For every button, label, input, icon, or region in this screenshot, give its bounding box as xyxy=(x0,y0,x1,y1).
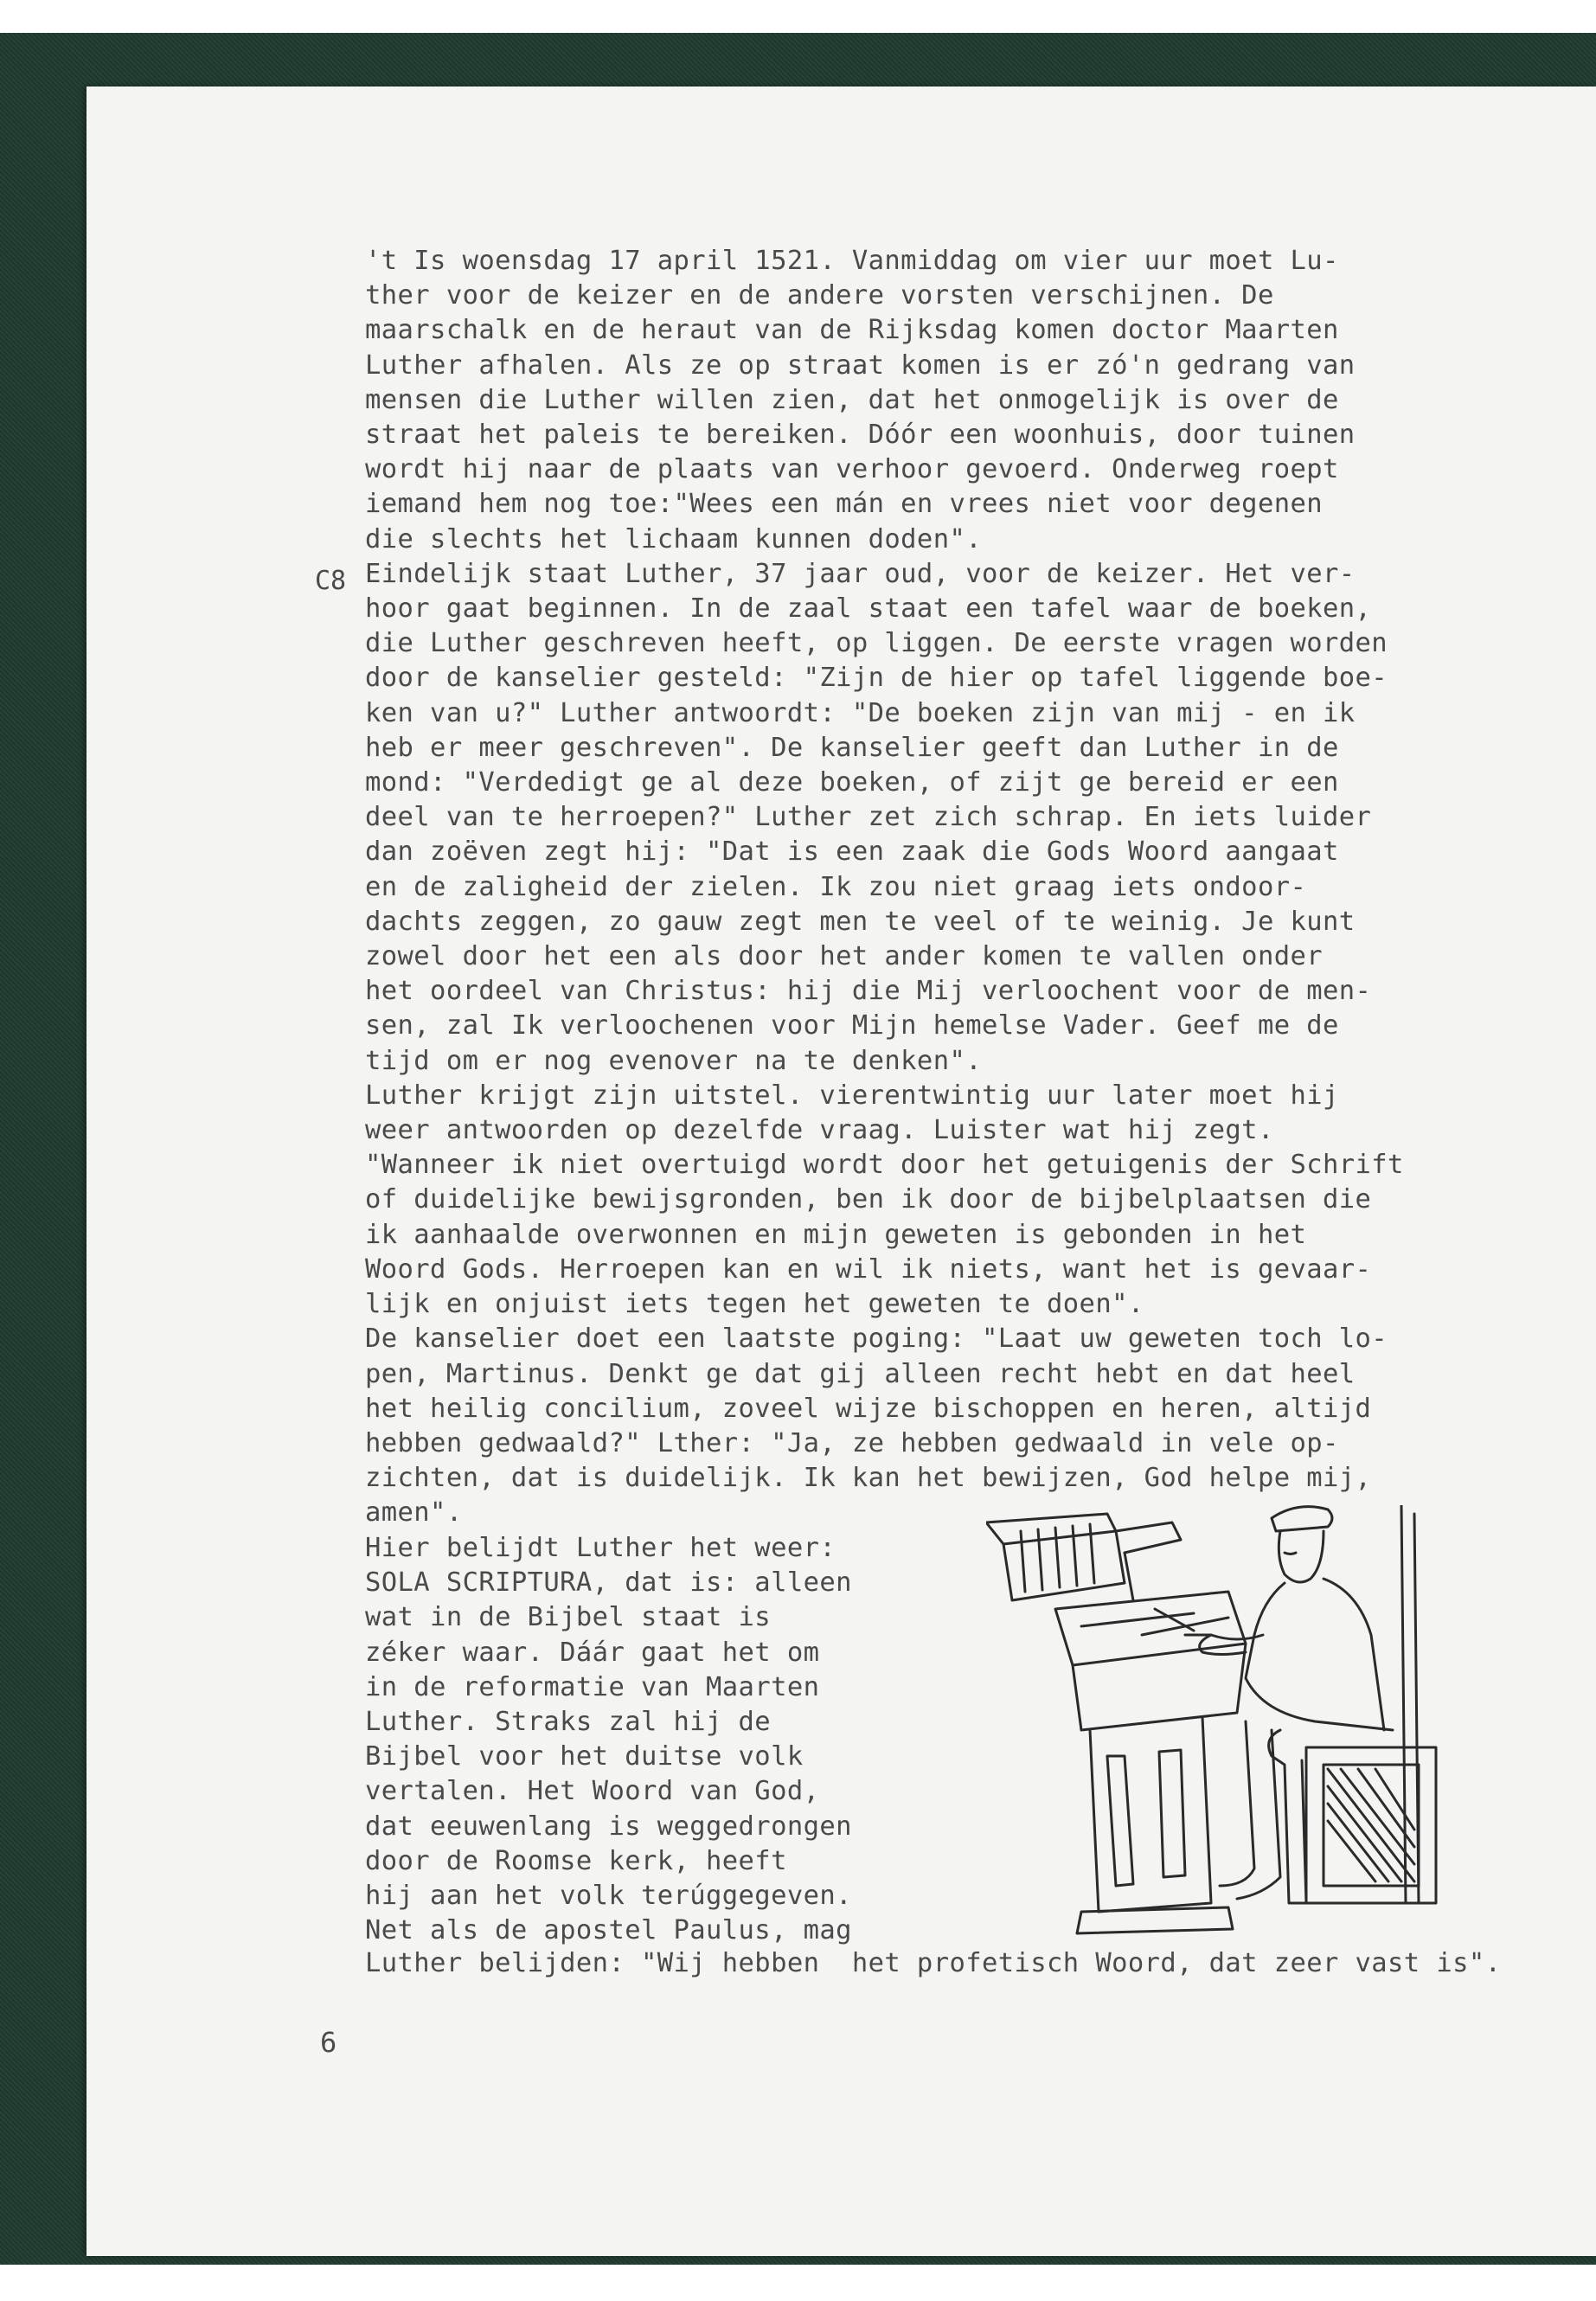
text-line: door de kanselier gesteld: "Zijn de hier op tafel liggende boe- xyxy=(365,663,1388,694)
closing-line: Luther belijden: "Wij hebben het profetisch Woord, dat zeer vast is". xyxy=(365,1948,1502,1978)
text-line: mensen die Luther willen zien, dat het onmogelijk is over de xyxy=(365,384,1339,415)
text-line: Hier belijdt Luther het weer: xyxy=(365,1533,836,1563)
text-line: zéker waar. Dáár gaat het om xyxy=(365,1637,820,1668)
text-line: Net als de apostel Paulus, mag xyxy=(365,1915,852,1946)
text-line: wat in de Bijbel staat is xyxy=(365,1602,772,1633)
text-line: zichten, dat is duidelijk. Ik kan het bewijzen, God helpe mij, xyxy=(365,1463,1372,1494)
text-line: mond: "Verdedigt ge al deze boeken, of zijt ge bereid er een xyxy=(365,767,1339,798)
text-line: straat het paleis te bereiken. Dóór een woonhuis, door tuinen xyxy=(365,420,1356,451)
text-line: die slechts het lichaam kunnen doden". xyxy=(365,523,982,554)
text-line: Luther krijgt zijn uitstel. vierentwintig uur later moet hij xyxy=(365,1080,1339,1111)
text-line: hoor gaat beginnen. In de zaal staat een tafel waar de boeken, xyxy=(365,593,1372,625)
text-line: Luther afhalen. Als ze op straat komen is er zó'n gedrang van xyxy=(365,349,1356,381)
text-line: dat eeuwenlang is weggedrongen xyxy=(365,1811,852,1842)
text-line: die Luther geschreven heeft, op liggen. De eerste vragen worden xyxy=(365,628,1388,659)
text-line: 't Is woensdag 17 april 1521. Vanmiddag om vier uur moet Lu- xyxy=(365,246,1339,276)
text-line: iemand hem nog toe:"Wees een mán en vrees niet voor degenen xyxy=(365,489,1323,520)
text-line: dachts zeggen, zo gauw zegt men te veel of te weinig. Je kunt xyxy=(365,906,1356,937)
text-line: dan zoëven zegt hij: "Dat is een zaak die Gods Woord aangaat xyxy=(365,836,1339,868)
text-line: sen, zal Ik verloochenen voor Mijn hemelse Vader. Geef me de xyxy=(365,1010,1339,1042)
text-line: ik aanhaalde overwonnen en mijn geweten is gebonden in het xyxy=(365,1219,1307,1250)
text-line: het heilig concilium, zoveel wijze bischoppen en heren, altijd xyxy=(365,1393,1372,1424)
text-line: Luther. Straks zal hij de xyxy=(365,1707,772,1738)
scholar-at-lectern-drawing-icon xyxy=(986,1505,1453,1938)
text-line: maarschalk en de heraut van de Rijksdag komen doctor Maarten xyxy=(365,315,1339,346)
text-line: weer antwoorden op dezelfde vraag. Luister wat hij zegt. xyxy=(365,1115,1274,1146)
text-line: tijd om er nog evenover na te denken". xyxy=(365,1045,982,1076)
text-line: Eindelijk staat Luther, 37 jaar oud, voor de keizer. Het ver- xyxy=(365,558,1356,589)
text-line: pen, Martinus. Denkt ge dat gij alleen recht hebt en dat heel xyxy=(365,1358,1356,1389)
text-line: zowel door het een als door het ander komen te vallen onder xyxy=(365,941,1323,972)
text-line: De kanselier doet een laatste poging: "Laat uw geweten toch lo- xyxy=(365,1324,1388,1355)
text-line: ther voor de keizer en de andere vorsten verschijnen. De xyxy=(365,280,1274,311)
text-line: deel van te herroepen?" Luther zet zich schrap. En iets luider xyxy=(365,802,1372,833)
page-number: 6 xyxy=(320,2026,337,2059)
margin-marker: C8 xyxy=(315,566,347,596)
text-line: lijk en onjuist iets tegen het geweten te doen". xyxy=(365,1289,1144,1320)
text-line: heb er meer geschreven". De kanselier geeft dan Luther in de xyxy=(365,732,1339,763)
text-line: wordt hij naar de plaats van verhoor gevoerd. Onderweg roept xyxy=(365,454,1339,485)
text-line: hebben gedwaald?" Lther: "Ja, ze hebben gedwaald in vele op- xyxy=(365,1427,1339,1458)
text-line: hij aan het volk terúggegeven. xyxy=(365,1881,852,1912)
text-line: Bijbel voor het duitse volk xyxy=(365,1741,804,1772)
text-line: amen". xyxy=(365,1497,463,1529)
text-line: in de reformatie van Maarten xyxy=(365,1671,820,1702)
text-line: Woord Gods. Herroepen kan en wil ik niets, want het is gevaar- xyxy=(365,1253,1372,1285)
main-paragraph xyxy=(365,244,1524,1531)
text-line: door de Roomse kerk, heeft xyxy=(365,1845,787,1876)
text-line: "Wanneer ik niet overtuigd wordt door het getuigenis der Schrift xyxy=(365,1150,1404,1181)
text-line: en de zaligheid der zielen. Ik zou niet graag iets ondoor- xyxy=(365,871,1307,902)
text-line: ken van u?" Luther antwoordt: "De boeken zijn van mij - en ik xyxy=(365,697,1356,728)
text-line: het oordeel van Christus: hij die Mij verloochent voor de men- xyxy=(365,976,1372,1007)
text-line: SOLA SCRIPTURA, dat is: alleen xyxy=(365,1567,852,1599)
text-line: of duidelijke bewijsgronden, ben ik door de bijbelplaatsen die xyxy=(365,1184,1372,1215)
text-line: vertalen. Het Woord van God, xyxy=(365,1776,820,1807)
